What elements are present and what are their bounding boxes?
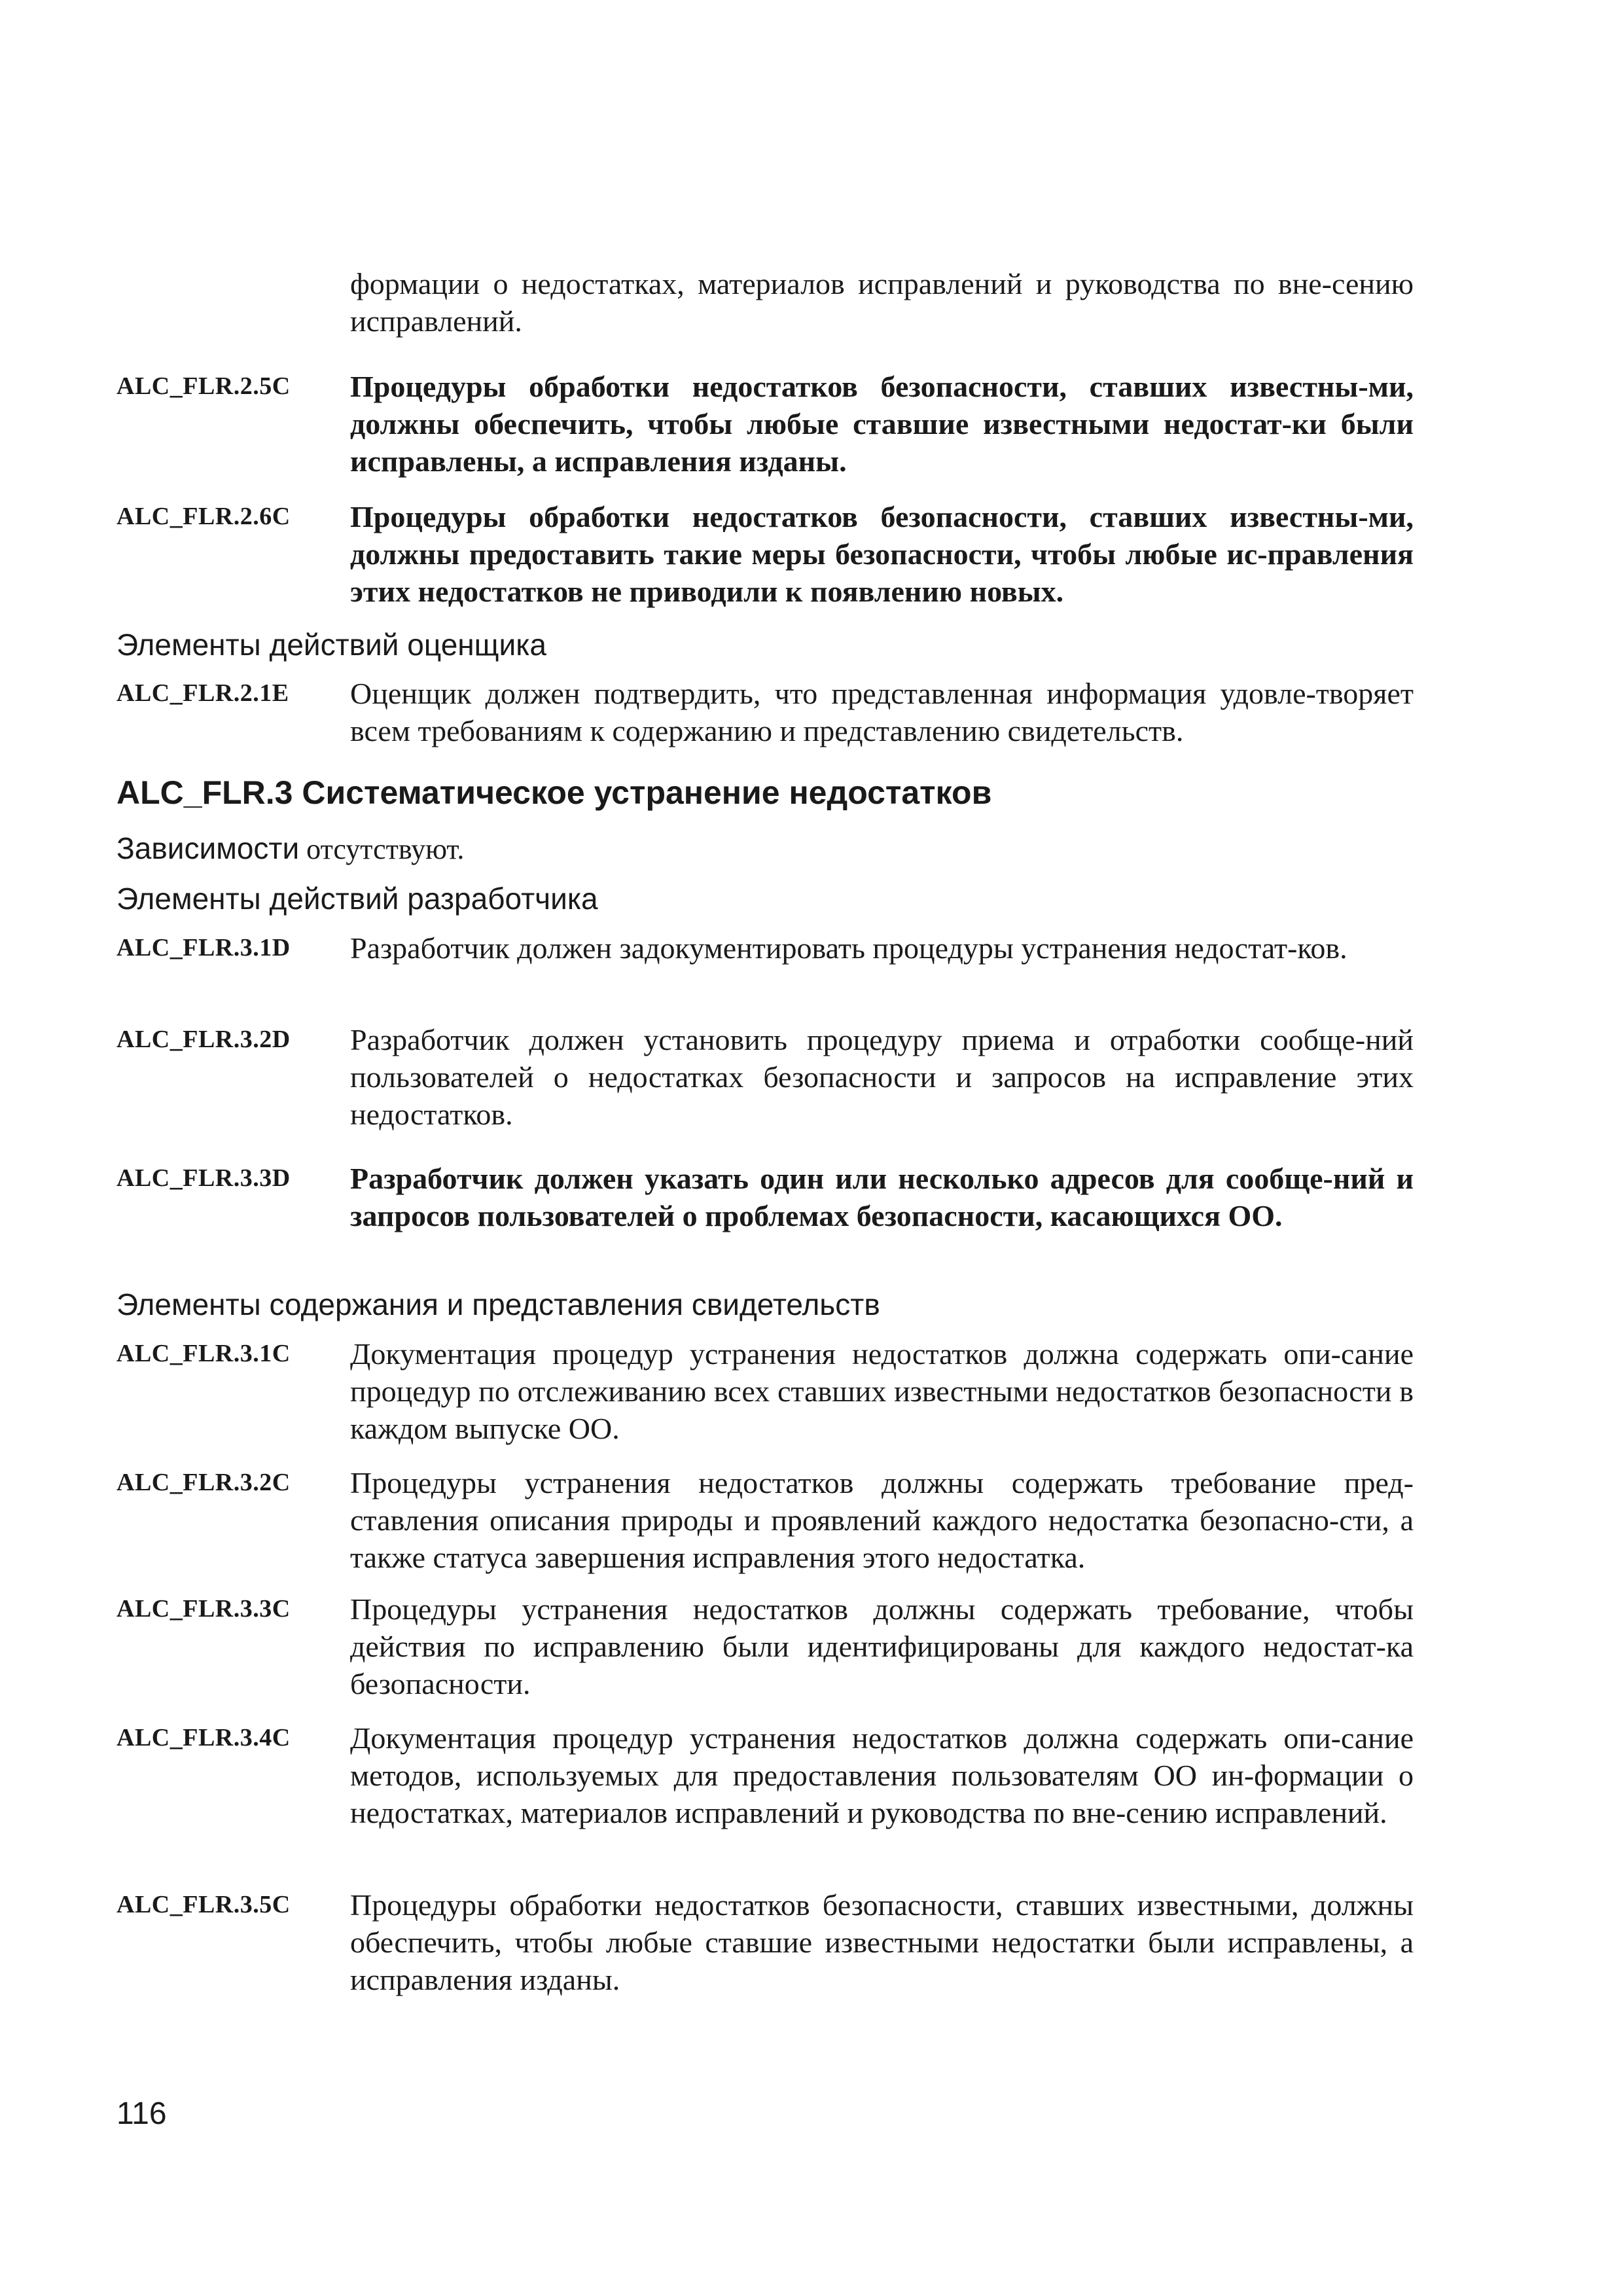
requirement-text: Разработчик должен задокументировать процедуры устранения недостат-ков.	[350, 931, 1347, 965]
requirement-text: Процедуры устранения недостатков должны содержать требование, чтобы действия по исправлению были идентифицированы для каждого недостат-ка безопасности.	[350, 1592, 1414, 1700]
requirement-text: Процедуры обработки недостатков безопасности, ставших известны-ми, должны обеспечить, чтобы любые ставшие известными недостат-ки были исправлены, а исправления изданы.	[350, 370, 1414, 478]
requirement-text: Разработчик должен установить процедуру приема и отработки сообще-ний пользователей о недостатках безопасности и запросов на исправление этих недостатков.	[350, 1023, 1414, 1131]
requirement-text: Разработчик должен указать один или несколько адресов для сообще-ний и запросов пользователей о проблемах безопасности, касающихся ОО.	[350, 1162, 1414, 1232]
requirement-code: ALC_FLR.2.6C	[116, 503, 291, 530]
requirement-entry	[116, 1719, 1414, 1831]
requirement-text: Процедуры обработки недостатков безопасности, ставших известны-ми, должны предоставить такие меры безопасности, чтобы любые ис-правления этих недостатков не приводили к появлению новых.	[350, 500, 1414, 608]
requirement-text: Процедуры устранения недостатков должны содержать требование пред-ставления описания природы и проявлений каждого недостатка безопасно-сти, а также статуса завершения исправления этого недостатка.	[350, 1466, 1414, 1574]
requirement-text: Документация процедур устранения недостатков должна содержать опи-сание методов, используемых для предоставления пользователям ОО ин-формации о недостатках, материалов исправлений и руководства по вне-сению исправлений.	[350, 1721, 1414, 1829]
dependencies-label: Зависимости	[116, 831, 300, 865]
requirement-code: ALC_FLR.2.5C	[116, 372, 291, 400]
requirement-entry	[116, 929, 1414, 967]
dependencies-line	[116, 830, 464, 868]
requirement-code: ALC_FLR.3.4C	[116, 1724, 291, 1751]
requirement-code: ALC_FLR.2.1E	[116, 679, 289, 707]
requirement-entry	[116, 1160, 1414, 1234]
content-subheading: Элементы содержания и представления свидетельств	[116, 1287, 880, 1321]
requirement-entry	[116, 1886, 1414, 1998]
requirement-text: Процедуры обработки недостатков безопасности, ставших известными, должны обеспечить, чтобы любые ставшие известными недостатки были исправлены, а исправления изданы.	[350, 1888, 1414, 1996]
requirement-code: ALC_FLR.3.1C	[116, 1340, 291, 1367]
requirement-entry	[116, 1590, 1414, 1702]
developer-subheading: Элементы действий разработчика	[116, 882, 598, 916]
requirement-text: Документация процедур устранения недостатков должна содержать опи-сание процедур по отслеживанию всех ставших известными недостатков безопасности в каждом выпуске ОО.	[350, 1337, 1414, 1445]
requirement-code: ALC_FLR.3.5C	[116, 1891, 291, 1918]
requirement-text: Оценщик должен подтвердить, что представленная информация удовле-творяет всем требованиям к содержанию и представлению свидетельств.	[350, 677, 1414, 747]
evaluator-subheading: Элементы действий оценщика	[116, 628, 546, 662]
requirement-code: ALC_FLR.3.3D	[116, 1164, 291, 1192]
requirement-entry	[116, 368, 1414, 480]
dependencies-value: отсутствуют.	[299, 833, 465, 865]
requirement-code: ALC_FLR.3.2C	[116, 1469, 291, 1496]
section-heading: ALC_FLR.3 Систематическое устранение недостатков	[116, 774, 992, 811]
requirement-entry	[116, 1464, 1414, 1576]
requirement-entry	[116, 675, 1414, 749]
requirement-code: ALC_FLR.3.1D	[116, 934, 291, 961]
page-number: 116	[116, 2096, 167, 2131]
requirement-entry	[116, 498, 1414, 610]
requirement-entry	[116, 1021, 1414, 1133]
requirement-code: ALC_FLR.3.2D	[116, 1026, 291, 1053]
continuation-paragraph: формации о недостатках, материалов исправлений и руководства по вне-сению исправлений.	[350, 267, 1414, 338]
requirement-code: ALC_FLR.3.3C	[116, 1595, 291, 1623]
requirement-entry	[116, 1335, 1414, 1447]
